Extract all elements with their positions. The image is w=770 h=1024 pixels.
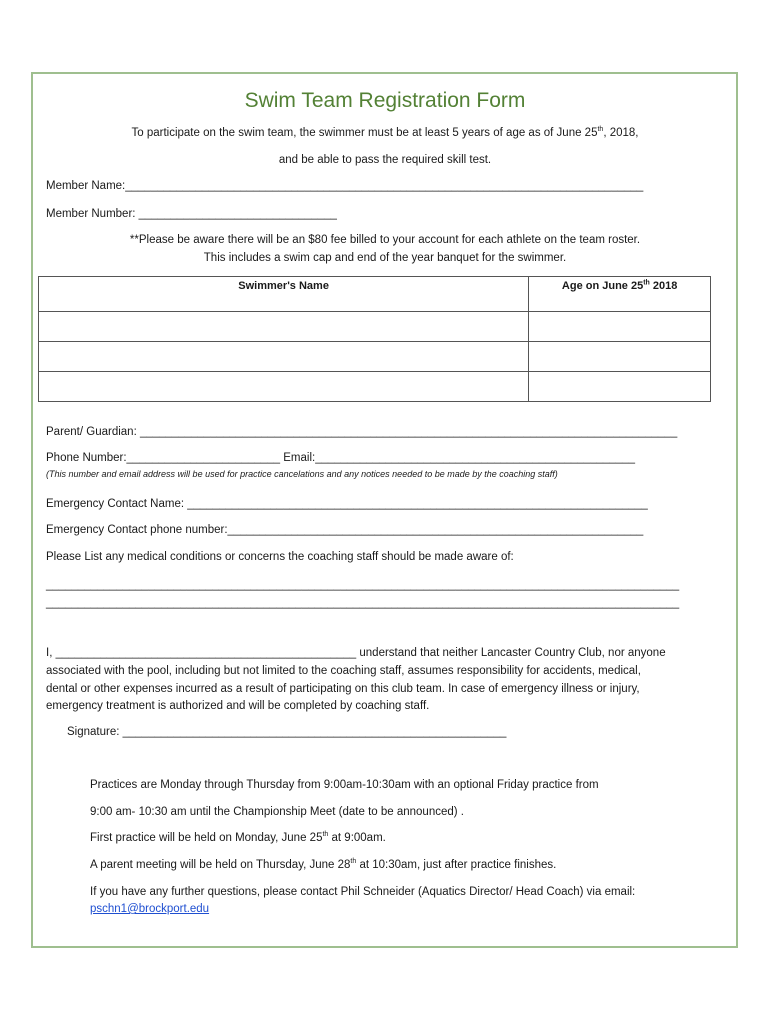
table-row [39, 312, 711, 342]
signature-field[interactable]: Signature: ____________________________________________________________ [67, 726, 507, 738]
first-practice-note: First practice will be held on Monday, June 25th at 9:00am. [90, 831, 386, 844]
emergency-contact-name-field[interactable]: Emergency Contact Name: ________________________________________________________________________ [46, 498, 648, 510]
table-header-row [39, 277, 711, 312]
intro-line-2: and be able to pass the required skill test. [278, 154, 492, 166]
medical-conditions-line[interactable]: ___________________________________________________________________________________________________ [46, 579, 680, 591]
emergency-contact-phone-field[interactable]: Emergency Contact phone number:_________________________________________________________________ [46, 524, 644, 536]
parent-meeting-note: A parent meeting will be held on Thursday, June 28th at 10:30am, just after practice finishes. [90, 858, 557, 871]
swimmer-roster-table [38, 276, 711, 402]
waiver-line-4: emergency treatment is authorized and will be completed by coaching staff. [46, 700, 430, 712]
waiver-line-1[interactable]: I, _______________________________________________ understand that neither Lancaster Country Club, nor anyone [46, 647, 666, 659]
member-number-field[interactable]: Member Number: _______________________________ [46, 208, 337, 220]
parent-guardian-field[interactable]: Parent/ Guardian: ____________________________________________________________________________________ [46, 426, 678, 438]
phone-note: (This number and email address will be used for practice cancelations and any notices needed to be made by the coaching staff) [46, 469, 558, 479]
fee-notice-line-1: **Please be aware there will be an $80 fee billed to your account for each athlete on the team roster. [129, 234, 641, 246]
contact-note: If you have any further questions, please contact Phil Schneider (Aquatics Director/ Head Coach) via email: [90, 886, 636, 898]
member-name-field[interactable]: Member Name:_________________________________________________________________________________ [46, 180, 644, 192]
intro-line-1: To participate on the swim team, the swimmer must be at least 5 years of age as of June 25th, 2018, [131, 126, 639, 139]
swimmers-name-header: Swimmer's Name [39, 277, 529, 312]
swimmer-name-cell[interactable] [39, 372, 529, 402]
swimmer-age-cell[interactable] [529, 312, 711, 342]
practice-schedule-line-2: 9:00 am- 10:30 am until the Championship Meet (date to be announced) . [90, 806, 464, 818]
swimmer-name-cell[interactable] [39, 312, 529, 342]
medical-conditions-prompt: Please List any medical conditions or concerns the coaching staff should be made aware of: [46, 551, 514, 563]
waiver-line-3: dental or other expenses incurred as a result of participating on this club team. In case of emergency illness or injury, [46, 683, 640, 695]
contact-email-link[interactable]: pschn1@brockport.edu [90, 903, 210, 915]
waiver-line-2: associated with the pool, including but not limited to the coaching staff, assumes responsibility for accidents, medical, [46, 665, 641, 677]
table-row [39, 342, 711, 372]
table-row [39, 372, 711, 402]
practice-schedule-line-1: Practices are Monday through Thursday from 9:00am-10:30am with an optional Friday practice from [90, 779, 599, 791]
fee-notice-line-2: This includes a swim cap and end of the year banquet for the swimmer. [203, 252, 567, 264]
age-header: Age on June 25th 2018 [529, 277, 711, 312]
swimmer-name-cell[interactable] [39, 342, 529, 372]
medical-conditions-line[interactable]: ___________________________________________________________________________________________________ [46, 597, 680, 609]
swimmer-age-cell[interactable] [529, 372, 711, 402]
swimmer-age-cell[interactable] [529, 342, 711, 372]
phone-email-field[interactable]: Phone Number:________________________ Email:__________________________________________________ [46, 452, 635, 464]
form-title: Swim Team Registration Form [244, 89, 526, 112]
